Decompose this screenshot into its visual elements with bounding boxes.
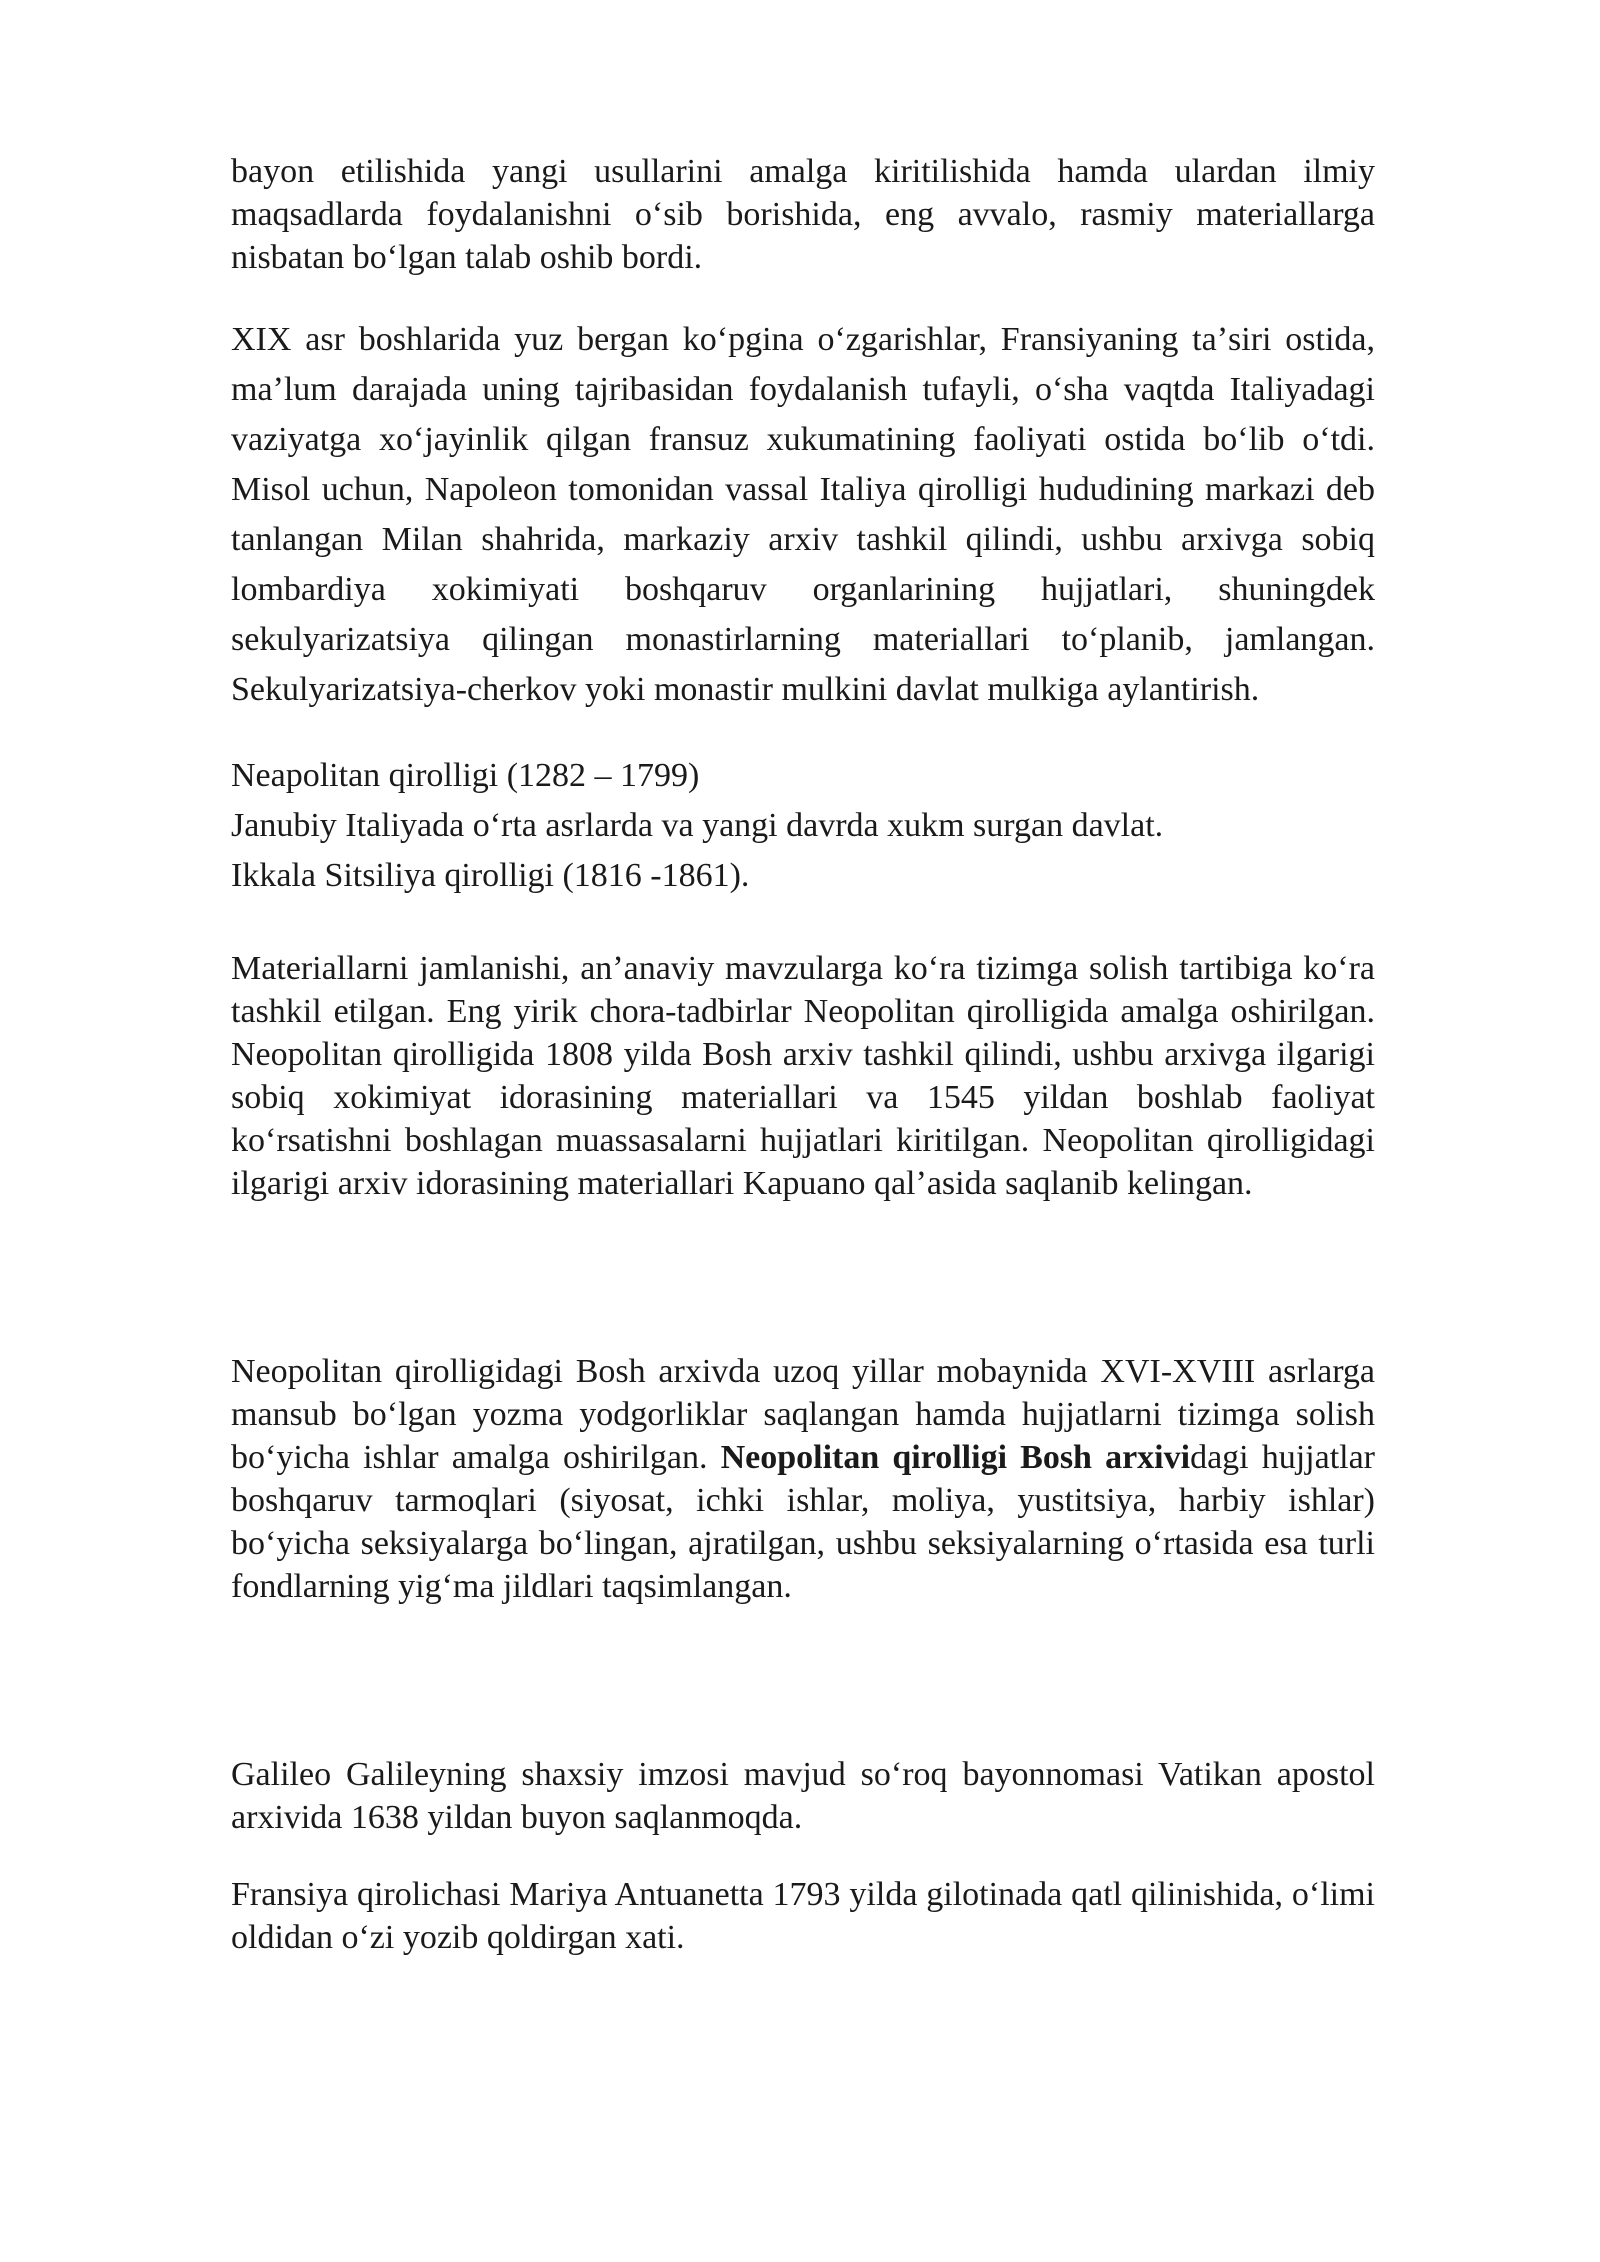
neapolitan-kingdom-title: Neapolitan qirolligi (1282 – 1799)	[231, 757, 700, 794]
paragraph-galileo-protocol: Galileo Galileyning shaxsiy imzosi mavjud soʻroq bayonnomasi Vatikan apostol arxivida 1638 yildan buyon saqlanmoqda.	[231, 1756, 1375, 1836]
paragraph-xix-century-changes: XIX asr boshlarida yuz bergan koʻpgina oʻzgarishlar, Fransiyaning taʼsiri ostida, maʼlum darajada uning tajribasidan foydalanish tufayli, oʻsha vaqtda Italiyadagi vaziyatga xoʻjayinlik qilgan fransuz xukumatining faoliyati ostida boʻlib oʻtdi. Misol uchun, Napoleon tomonidan vassal Italiya qirolligi hududining markazi deb tanlangan Milan shahrida, markaziy arxiv tashkil qilindi, ushbu arxivga sobiq lombardiya xokimiyati boshqaruv organlarining hujjatlari, shuningdek sekulyarizatsiya qilingan monastirlarning materiallari toʻplanib, jamlangan. Sekulyarizatsiya-cherkov yoki monastir mulkini davlat mulkiga aylantirish.	[231, 321, 1375, 708]
paragraph-marie-antoinette-letter: Fransiya qirolichasi Mariya Antuanetta 1793 yilda gilotinada qatl qilinishida, oʻlimi oldidan oʻzi yozib qoldirgan xati.	[231, 1876, 1375, 1956]
general-archive-text-start: Neopolitan qirolligidagi Bosh arxivda uzoq yillar mobaynida XVI-XVIII asrlarga mansub boʻlgan yozma yodgorliklar saqlangan hamda hujjatlarni tizimga solish boʻyicha ishlar amalga oshirilgan.	[231, 1353, 1375, 1476]
paragraph-general-archive	[231, 1350, 1375, 1608]
neapolitan-kingdom-block	[231, 751, 1375, 851]
general-archive-text-end: dagi hujjatlar boshqaruv tarmoqlari (siyosat, ichki ishlar, moliya, yustitsiya, harbiy ishlar) boʻyicha seksiyalarga boʻlingan, ajratilgan, ushbu seksiyalarning oʻrtasida esa turli fondlarning yigʻma jildlari taqsimlangan.	[231, 1439, 1376, 1605]
neapolitan-kingdom-description: Janubiy Italiyada oʻrta asrlarda va yangi davrda xukm surgan davlat.	[231, 807, 1164, 844]
document-page	[231, 150, 1375, 1959]
paragraph-materials-collection: Materiallarni jamlanishi, anʼanaviy mavzularga koʻra tizimga solish tartibiga koʻra tashkil etilgan. Eng yirik chora-tadbirlar Neopolitan qirolligida amalga oshirilgan. Neopolitan qirolligida 1808 yilda Bosh arxiv tashkil qilindi, ushbu arxivga ilgarigi sobiq xokimiyat idorasining materiallari va 1545 yildan boshlab faoliyat koʻrsatishni boshlagan muassasalarni hujjatlari kiritilgan. Neopolitan qirolligidagi ilgarigi arxiv idorasining materiallari Kapuano qalʼasida saqlanib kelingan.	[231, 950, 1375, 1202]
two-sicilies-kingdom-line: Ikkala Sitsiliya qirolligi (1816 -1861).	[231, 857, 750, 894]
general-archive-bold-term: Neopolitan qirolligi Bosh arxivi	[720, 1439, 1191, 1476]
paragraph-archive-methods: bayon etilishida yangi usullarini amalga kiritilishida hamda ulardan ilmiy maqsadlarda foydalanishni oʻsib borishida, eng avvalo, rasmiy materiallarga nisbatan boʻlgan talab oshib bordi.	[231, 153, 1375, 276]
